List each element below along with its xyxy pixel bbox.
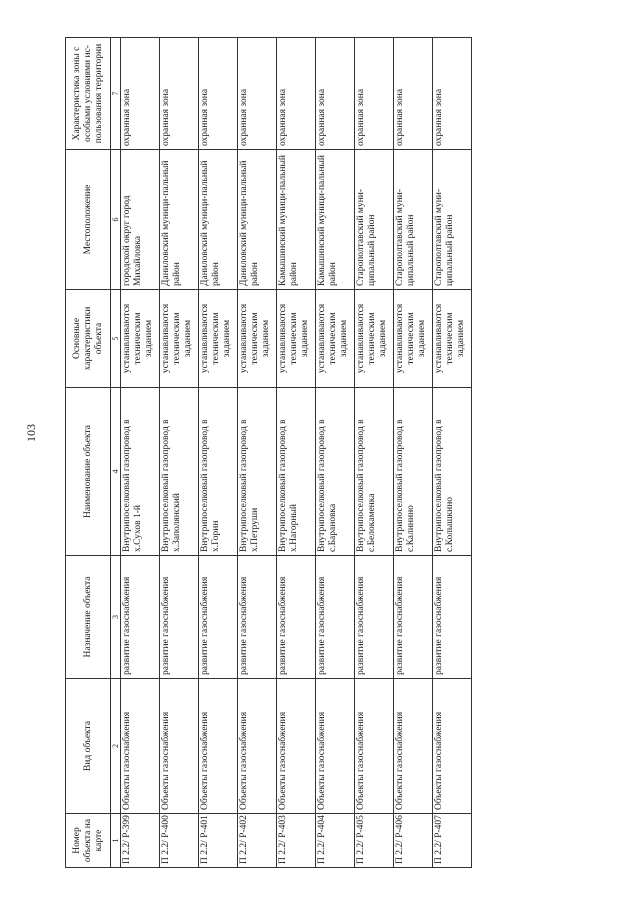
table-header-row: [66, 38, 111, 868]
zone-characteristics: охранная зона: [277, 38, 316, 150]
object-type: Объекты газоснабжения: [394, 679, 433, 814]
object-purpose: развитие газоснабжения: [199, 556, 238, 679]
object-purpose: развитие газоснабжения: [433, 556, 472, 679]
rotated-table-container: [65, 38, 565, 868]
object-location: Старополтавский муни-ципальный район: [355, 150, 394, 290]
column-number: 2: [111, 679, 121, 814]
object-purpose: развитие газоснабжения: [277, 556, 316, 679]
object-type: Объекты газоснабжения: [121, 679, 160, 814]
object-location: Даниловский муници-пальный район: [160, 150, 199, 290]
zone-characteristics: охранная зона: [316, 38, 355, 150]
object-location: Старополтавский муни-ципальный район: [433, 150, 472, 290]
object-location: Даниловский муници-пальный район: [199, 150, 238, 290]
object-purpose: развитие газоснабжения: [160, 556, 199, 679]
object-characteristics: устанавливаются техническим заданием: [121, 290, 160, 388]
column-number: 4: [111, 388, 121, 556]
object-characteristics: устанавливаются техническим заданием: [394, 290, 433, 388]
objects-table: [65, 37, 472, 868]
table-row: [394, 38, 433, 868]
header-cell: Вид объекта: [66, 679, 111, 814]
object-purpose: развитие газоснабжения: [355, 556, 394, 679]
table-row: [160, 38, 199, 868]
object-number: П 2.2/ Р-400: [160, 814, 199, 868]
object-characteristics: устанавливаются техническим заданием: [355, 290, 394, 388]
object-type: Объекты газоснабжения: [355, 679, 394, 814]
zone-characteristics: охранная зона: [199, 38, 238, 150]
header-cell: Местоположение: [66, 150, 111, 290]
column-number-row: [111, 38, 121, 868]
object-name: Внутрипоселковый газопровод в х.Сухов 1-й: [121, 388, 160, 556]
object-name: Внутрипоселковый газопровод в с.Белокаменка: [355, 388, 394, 556]
object-type: Объекты газоснабжения: [199, 679, 238, 814]
object-purpose: развитие газоснабжения: [394, 556, 433, 679]
object-number: П 2.2/ Р-404: [316, 814, 355, 868]
object-characteristics: устанавливаются техническим заданием: [199, 290, 238, 388]
header-cell: Назначение объекта: [66, 556, 111, 679]
object-type: Объекты газоснабжения: [238, 679, 277, 814]
object-type: Объекты газоснабжения: [316, 679, 355, 814]
object-number: П 2.2/ Р-402: [238, 814, 277, 868]
object-characteristics: устанавливаются техническим заданием: [160, 290, 199, 388]
header-cell: Характеристика зоны с особыми условиями ис-пользования территории: [66, 38, 111, 150]
table-row: [316, 38, 355, 868]
zone-characteristics: охранная зона: [121, 38, 160, 150]
object-number: П 2.2/ Р-401: [199, 814, 238, 868]
page-number: 103: [24, 424, 38, 442]
object-name: Внутрипоселковый газопровод в х.Заполянский: [160, 388, 199, 556]
zone-characteristics: охранная зона: [433, 38, 472, 150]
object-number: П 2.2/ Р-403: [277, 814, 316, 868]
table-row: [121, 38, 160, 868]
column-number: 7: [111, 38, 121, 150]
object-type: Объекты газоснабжения: [433, 679, 472, 814]
object-location: Даниловский муници-пальный район: [238, 150, 277, 290]
object-characteristics: устанавливаются техническим заданием: [277, 290, 316, 388]
object-number: П 2.2/ Р-407: [433, 814, 472, 868]
object-location: Камышинский муници-пальный район: [277, 150, 316, 290]
object-number: П 2.2/ Р-405: [355, 814, 394, 868]
column-number: 6: [111, 150, 121, 290]
object-purpose: развитие газоснабжения: [316, 556, 355, 679]
object-name: Внутрипоселковый газопровод в с.Барановка: [316, 388, 355, 556]
object-name: Внутрипоселковый газопровод в х.Нагорный: [277, 388, 316, 556]
object-name: Внутрипоселковый газопровод в с.Калинино: [394, 388, 433, 556]
object-characteristics: устанавливаются техническим заданием: [316, 290, 355, 388]
object-number: П 2.2/ Р-406: [394, 814, 433, 868]
object-number: П 2.2/ Р-399: [121, 814, 160, 868]
object-location: Старополтавский муни-ципальный район: [394, 150, 433, 290]
object-name: Внутрипоселковый газопровод в с.Колышкино: [433, 388, 472, 556]
column-number: 1: [111, 814, 121, 868]
object-type: Объекты газоснабжения: [160, 679, 199, 814]
zone-characteristics: охранная зона: [355, 38, 394, 150]
table-row: [277, 38, 316, 868]
object-name: Внутрипоселковый газопровод в х.Горин: [199, 388, 238, 556]
table-row: [199, 38, 238, 868]
header-cell: Наименование объекта: [66, 388, 111, 556]
object-location: Камышинский муници-пальный район: [316, 150, 355, 290]
object-purpose: развитие газоснабжения: [238, 556, 277, 679]
zone-characteristics: охранная зона: [160, 38, 199, 150]
table-row: [238, 38, 277, 868]
object-characteristics: устанавливаются техническим заданием: [433, 290, 472, 388]
zone-characteristics: охранная зона: [238, 38, 277, 150]
object-characteristics: устанавливаются техническим заданием: [238, 290, 277, 388]
object-type: Объекты газоснабжения: [277, 679, 316, 814]
object-location: городской округ город Михайловка: [121, 150, 160, 290]
column-number: 5: [111, 290, 121, 388]
table-row: [433, 38, 472, 868]
object-name: Внутрипоселковый газопровод в х.Петруши: [238, 388, 277, 556]
table-row: [355, 38, 394, 868]
header-cell: Основные характеристики объекта: [66, 290, 111, 388]
object-purpose: развитие газоснабжения: [121, 556, 160, 679]
zone-characteristics: охранная зона: [394, 38, 433, 150]
column-number: 3: [111, 556, 121, 679]
header-cell: Номер объекта на карте: [66, 814, 111, 868]
